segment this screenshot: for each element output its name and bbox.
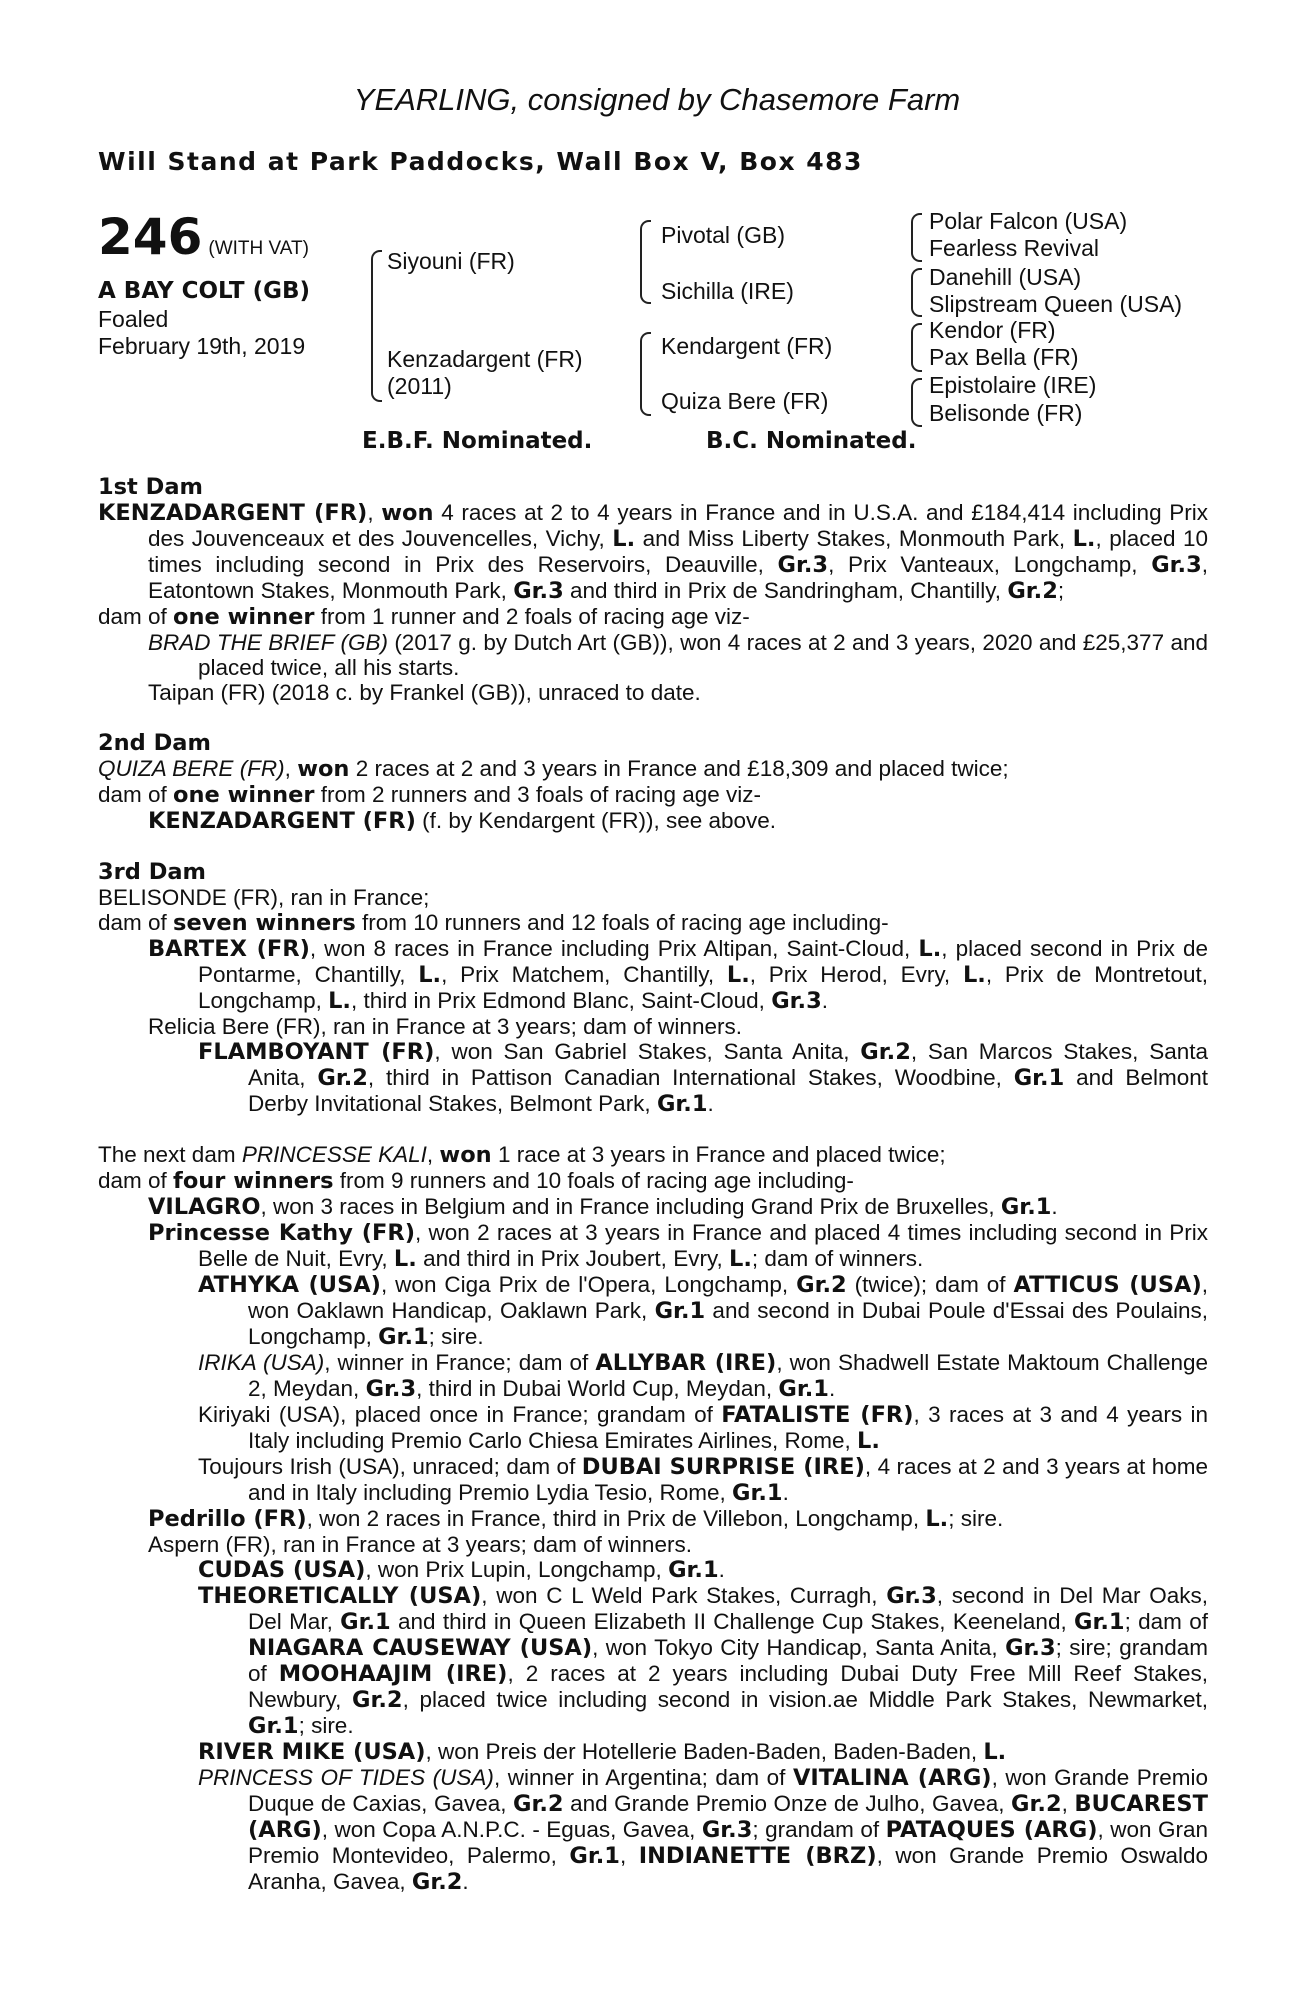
pedigree-paragraph [98,474,1208,500]
section-heading: 3rd Dam [98,859,206,885]
bold-text: ALLYBAR (IRE) [595,1350,777,1376]
text-run: and Belmont Derby Invitational Stakes, Belmont Park, [248,1065,1208,1116]
bold-text: Gr.2 [317,1065,368,1091]
paragraph-gap [98,834,1208,859]
pedigree-paragraph [98,1350,1208,1402]
pedigree-paragraph [98,1765,1208,1895]
sire-dam-bracket [371,250,382,402]
text-run: , [284,756,298,781]
bold-text: Gr.2 [1007,578,1058,604]
text-run: and Grande Premio Onze de Julho, Gavea, [563,1791,1012,1816]
text-run: Taipan (FR) (2018 c. by Frankel (GB)), unraced to date. [148,680,701,705]
bold-text: L. [856,1428,880,1454]
bold-text: FLAMBOYANT (FR) [198,1039,435,1065]
text-run: . [782,1480,789,1505]
text-run: , 4 races at 2 and 3 years at home and in Italy including Premio Lydia Tesio, Rome, [248,1454,1208,1505]
pedigree-paragraph [98,680,1208,705]
sire-line-bracket [640,220,651,304]
bold-text: Gr.1 [654,1298,706,1324]
text-run: (2017 g. by Dutch Art (GB)), won 4 races at 2 and 3 years, 2020 and £25,377 and placed twice, all his starts. [198,630,1208,680]
pedigree-dam-sire: Kendargent (FR) [661,333,833,359]
pedigree-paragraph [98,936,1208,1014]
pedigree-paragraph [98,1142,1208,1168]
pedigree-paragraph [98,1220,1208,1272]
text-run: , Prix Vanteaux, Longchamp, [828,552,1152,577]
bold-text: Gr.3 [886,1583,937,1609]
pedigree-sire-dam: Sichilla (IRE) [661,278,794,304]
text-run: , [1061,1791,1075,1816]
text-run: and Miss Liberty Stakes, Monmouth Park, [635,526,1073,551]
bold-text: won [381,500,434,526]
bold-text: Gr.1 [340,1609,391,1635]
lot-description: A BAY COLT (GB) [98,278,311,304]
lot-number: 246 [98,208,203,266]
text-run: , won C L Weld Park Stakes, Curragh, [481,1583,887,1608]
text-run: , Prix Herod, Evry, [749,962,963,987]
text-run: 2 races at 2 and 3 years in France and £18,309 and placed twice; [349,756,1009,781]
text-run: , winner in Argentina; dam of [493,1765,793,1790]
pedigree-paragraph [98,782,1208,808]
bold-text: THEORETICALLY (USA) [198,1583,482,1609]
catalogue-body [98,474,1208,1895]
bold-text: Gr.3 [777,552,829,578]
g4-bracket [911,378,922,427]
bold-text: L. [726,962,750,988]
section-heading: 2nd Dam [98,730,211,756]
text-run: , won Tokyo City Handicap, Santa Anita, [592,1635,1006,1660]
text-run: , [619,1843,639,1868]
pedigree-dam-year: (2011) [387,373,452,399]
bold-text: Gr.2 [411,1869,463,1895]
bold-text: four winners [173,1168,334,1194]
pedigree-paragraph [98,630,1208,680]
bold-text: Gr.3 [771,988,822,1014]
paragraph-gap [98,705,1208,730]
text-run: 1 race at 3 years in France and placed twice; [491,1142,946,1167]
text-run: and third in Prix de Sandringham, Chantilly, [563,578,1008,603]
bold-text: KENZADARGENT (FR) [98,500,368,526]
bold-text: Gr.1 [378,1324,429,1350]
bold-text: L. [962,962,986,988]
pedigree-g4: Slipstream Queen (USA) [929,291,1183,317]
pedigree-paragraph [98,1506,1208,1532]
text-run: , won Shadwell Estate Maktoum Challenge 2, Meydan, [248,1350,1209,1401]
text-run: The next dam [98,1142,242,1167]
text-run: , placed second in Prix de Pontarme, Chantilly, [198,936,1208,987]
text-run: from 9 runners and 10 foals of racing age including- [333,1168,854,1193]
text-run: , [367,500,382,525]
text-run: , won San Gabriel Stakes, Santa Anita, [434,1039,861,1064]
bold-text: L. [393,1246,417,1272]
bold-text: L. [918,936,942,962]
text-run: , Prix de Montretout, Longchamp, [198,962,1209,1013]
pedigree-paragraph [98,1532,1208,1557]
italic-text: PRINCESSE KALI [241,1142,427,1167]
page-title: YEARLING, consigned by Chasemore Farm [353,82,961,117]
text-run: , won 2 races in France, third in Prix de Villebon, Longchamp, [306,1506,926,1531]
pedigree-dam: Kenzadargent (FR) [387,346,583,372]
pedigree-paragraph [98,1402,1208,1454]
italic-text: IRIKA (USA) [198,1350,325,1375]
bold-text: DUBAI SURPRISE (IRE) [581,1454,865,1480]
bold-text: won [439,1142,492,1168]
bold-text: one winner [173,782,315,808]
bold-text: Gr.1 [1013,1065,1065,1091]
bold-text: Gr.2 [1011,1791,1062,1817]
bold-text: Gr.3 [701,1817,753,1843]
pedigree-paragraph [98,1454,1208,1506]
bold-text: Gr.2 [860,1039,911,1065]
text-run: dam of [98,910,174,935]
pedigree-paragraph [98,1168,1208,1194]
bold-text: L. [328,988,351,1014]
bold-text: Pedrillo (FR) [148,1506,307,1532]
text-run: . [718,1557,725,1582]
text-run: Relicia Bere (FR), ran in France at 3 years; dam of winners. [148,1014,742,1039]
pedigree-paragraph [98,808,1208,834]
text-run: , won Gran Premio Montevideo, Palermo, [248,1817,1208,1868]
text-run: ; sire. [298,1713,354,1738]
pedigree-sire: Siyouni (FR) [387,248,515,274]
bold-text: won [297,756,350,782]
pedigree-paragraph [98,1557,1208,1583]
dam-line-bracket [640,332,651,416]
bold-text: Gr.1 [732,1480,783,1506]
text-run: ; sire. [948,1506,1004,1531]
text-run: ; dam of winners. [751,1246,924,1271]
text-run: ; grandam of [752,1817,886,1842]
text-run: . [821,988,829,1013]
bold-text: ATTICUS (USA) [1013,1272,1202,1298]
text-run: , won Preis der Hotellerie Baden-Baden, Baden-Baden, [425,1739,984,1764]
pedigree-paragraph [98,1039,1208,1117]
text-run: dam of [98,604,174,629]
bold-text: KENZADARGENT (FR) [148,808,416,834]
text-run: , won Grande Premio Oswaldo Aranha, Gavea, [248,1843,1208,1894]
pedigree-dam-dam: Quiza Bere (FR) [661,388,829,414]
paragraph-gap [98,1117,1208,1142]
bc-nominated: B.C. Nominated. [706,428,917,454]
pedigree-paragraph [98,1272,1208,1350]
text-run: , 3 races at 3 and 4 years in Italy including Premio Carlo Chiesa Emirates Airlines, Rome, [248,1402,1208,1453]
text-run: . [462,1869,469,1894]
text-run: . [707,1091,714,1116]
bold-text: Gr.1 [248,1713,299,1739]
ebf-nominated: E.B.F. Nominated. [362,428,593,454]
g2-bracket [911,268,922,317]
bold-text: MOOHAAJIM (IRE) [278,1661,508,1687]
text-run: dam of [98,782,174,807]
text-run: ; sire; grandam of [248,1635,1209,1686]
bold-text: Gr.2 [513,1791,564,1817]
bold-text: L. [418,962,442,988]
bold-text: Gr.1 [1000,1194,1052,1220]
text-run: , third in Dubai World Cup, Meydan, [416,1376,779,1401]
bold-text: L. [612,526,636,552]
bold-text: Princesse Kathy (FR) [148,1220,415,1246]
pedigree-paragraph [98,500,1208,604]
text-run: , [426,1142,440,1167]
bold-text: ATHYKA (USA) [198,1272,381,1298]
text-run: (f. by Kendargent (FR)), see above. [415,808,777,833]
italic-text: QUIZA BERE (FR) [98,756,285,781]
bold-text: L. [925,1506,949,1532]
pedigree-g1: Polar Falcon (USA) [929,208,1128,234]
text-run: ; [1057,578,1065,603]
text-run: , San Marcos Stakes, Santa Anita, [248,1039,1208,1090]
text-run: ; dam of [1124,1609,1208,1634]
bold-text: Gr.1 [656,1091,708,1117]
pedigree-paragraph [98,910,1208,936]
text-run: , won Prix Lupin, Longchamp, [365,1557,669,1582]
text-run: 4 races at 2 to 4 years in France and in U.S.A. and £184,414 including Prix des Jouvenceaux et des Jouvencelles, Vichy, [148,500,1209,551]
text-run: , won Copa A.N.P.C. - Eguas, Gavea, [321,1817,702,1842]
text-run: Aspern (FR), ran in France at 3 years; dam of winners. [148,1532,692,1557]
bold-text: Gr.1 [778,1376,829,1402]
text-run: , placed 10 times including second in Prix des Reservoirs, Deauville, [148,526,1208,577]
text-run: , Eatontown Stakes, Monmouth Park, [148,552,1209,603]
bold-text: Gr.2 [352,1687,403,1713]
pedigree-g7: Epistolaire (IRE) [929,372,1097,398]
text-run: . [1051,1194,1058,1219]
foaled-date: February 19th, 2019 [98,333,306,359]
pedigree-paragraph [98,756,1208,782]
text-run: Kiriyaki (USA), placed once in France; grandam of [198,1402,722,1427]
text-run: Toujours Irish (USA), unraced; dam of [198,1454,582,1479]
bold-text: Gr.1 [1074,1609,1125,1635]
text-run: dam of [98,1168,174,1193]
italic-text: BRAD THE BRIEF (GB) [148,630,388,655]
pedigree-paragraph [98,1583,1208,1739]
text-run: , third in Prix Edmond Blanc, Saint-Cloud, [350,988,772,1013]
text-run: , won Ciga Prix de l'Opera, Longchamp, [380,1272,797,1297]
text-run: . [828,1376,836,1401]
bold-text: Gr.3 [365,1376,417,1402]
bold-text: PATAQUES (ARG) [885,1817,1098,1843]
text-run: from 10 runners and 12 foals of racing age including- [355,910,889,935]
bold-text: Gr.3 [513,578,564,604]
pedigree-paragraph [98,1194,1208,1220]
text-run: , placed twice including second in vision.ae Middle Park Stakes, Newmarket, [402,1687,1208,1712]
text-run: , won Oaklawn Handicap, Oaklawn Park, [248,1272,1208,1323]
bold-text: FATALISTE (FR) [721,1402,914,1428]
text-run: , winner in France; dam of [324,1350,596,1375]
text-run: , won 3 races in Belgium and in France including Grand Prix de Bruxelles, [260,1194,1001,1219]
text-run: , Prix Matchem, Chantilly, [441,962,727,987]
text-run: BELISONDE (FR), ran in France; [98,885,430,910]
bold-text: NIAGARA CAUSEWAY (USA) [248,1635,593,1661]
bold-text: VITALINA (ARG) [792,1765,992,1791]
bold-text: INDIANETTE (BRZ) [638,1843,877,1869]
text-run: from 1 runner and 2 foals of racing age viz- [314,604,750,629]
lot-number-block [98,208,309,266]
italic-text: PRINCESS OF TIDES (USA) [198,1765,494,1790]
bold-text: CUDAS (USA) [198,1557,366,1583]
pedigree-paragraph [98,1739,1208,1765]
bold-text: Gr.1 [668,1557,719,1583]
text-run: , 2 races at 2 years including Dubai Duty Free Mill Reef Stakes, Newbury, [248,1661,1208,1712]
bold-text: L. [1072,526,1096,552]
pedigree-paragraph [98,730,1208,756]
foaled-label: Foaled [98,306,169,332]
text-run: , won 8 races in France including Prix Altipan, Saint-Cloud, [309,936,919,961]
pedigree-sire-sire: Pivotal (GB) [661,222,785,248]
section-heading: 1st Dam [98,474,203,500]
bold-text: RIVER MIKE (USA) [198,1739,426,1765]
pedigree-paragraph [98,859,1208,885]
pedigree-paragraph [98,604,1208,630]
pedigree-g5: Kendor (FR) [929,317,1056,343]
bold-text: Gr.3 [1005,1635,1056,1661]
pedigree-g8: Belisonde (FR) [929,400,1083,426]
bold-text: Gr.2 [796,1272,847,1298]
bold-text: one winner [173,604,315,630]
pedigree-g2: Fearless Revival [929,235,1099,261]
g3-bracket [911,323,922,372]
bold-text: Gr.1 [569,1843,620,1869]
bold-text: BARTEX (FR) [148,936,310,962]
text-run: and third in Prix Joubert, Evry, [416,1246,730,1271]
text-run: , third in Pattison Canadian International Stakes, Woodbine, [367,1065,1014,1090]
bold-text: Gr.3 [1151,552,1202,578]
text-run: and second in Dubai Poule d'Essai des Poulains, Longchamp, [248,1298,1208,1349]
pedigree-g6: Pax Bella (FR) [929,344,1079,370]
text-run: from 2 runners and 3 foals of racing age viz- [314,782,761,807]
g1-bracket [911,213,922,262]
text-run: ; sire. [428,1324,484,1349]
text-run: , won 2 races at 3 years in France and placed 4 times including second in Prix Belle de Nuit, Evry, [198,1220,1208,1271]
text-run: , won Grande Premio Duque de Caxias, Gavea, [248,1765,1208,1816]
bold-text: L. [983,1739,1007,1765]
stand-location: Will Stand at Park Paddocks, Wall Box V, Box 483 [98,147,863,176]
bold-text: L. [729,1246,752,1272]
text-run: , second in Del Mar Oaks, Del Mar, [248,1583,1208,1634]
pedigree-g3: Danehill (USA) [929,264,1082,290]
vat-label: (WITH VAT) [208,238,309,259]
text-run: and third in Queen Elizabeth II Challenge Cup Stakes, Keeneland, [390,1609,1075,1634]
bold-text: BUCAREST (ARG) [248,1791,1208,1843]
pedigree-paragraph [98,1014,1208,1039]
bold-text: VILAGRO [148,1194,261,1220]
pedigree-paragraph [98,885,1208,910]
bold-text: seven winners [173,910,356,936]
text-run: (twice); dam of [846,1272,1014,1297]
